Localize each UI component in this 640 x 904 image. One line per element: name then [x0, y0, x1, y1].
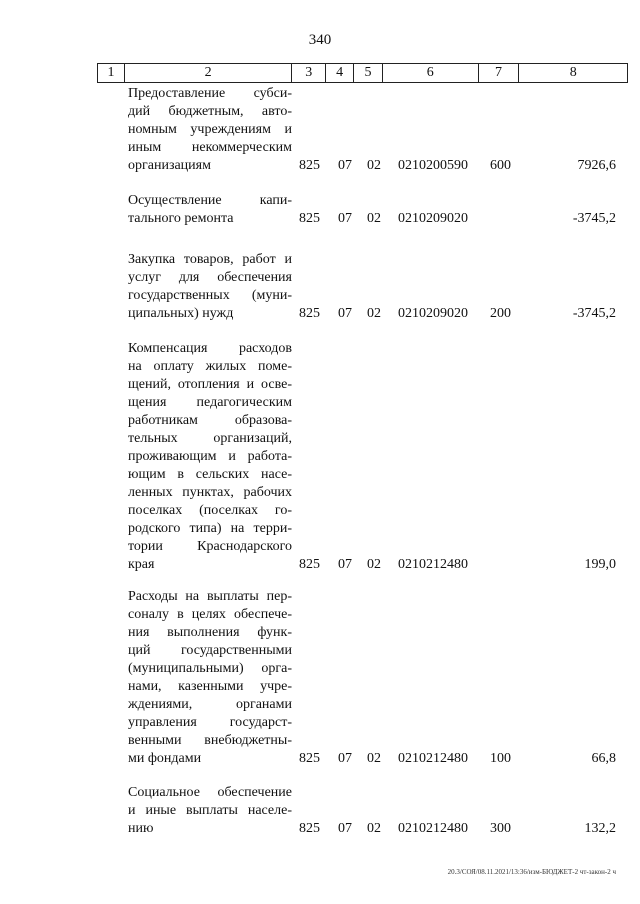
description-line: организациям	[128, 158, 211, 173]
row-description	[128, 192, 292, 228]
description-line: и иные выплаты населе-	[128, 803, 292, 818]
subsection-code: 02	[367, 751, 381, 766]
subsection-code: 02	[367, 557, 381, 572]
description-line: щений, отопления и осве-	[128, 377, 292, 392]
amount-value: 199,0	[584, 557, 616, 572]
amount-value: 66,8	[591, 751, 616, 766]
description-line: тории Краснодарского	[128, 539, 292, 554]
description-line: поселках (поселках го-	[128, 503, 292, 518]
header-col-5: 5	[354, 64, 383, 82]
target-item-code: 0210209020	[398, 211, 468, 226]
description-line: края	[128, 557, 155, 572]
description-line: родского типа) на терри-	[128, 521, 292, 536]
description-line: государственных (муни-	[128, 288, 292, 303]
description-line: ми фондами	[128, 751, 202, 766]
row-description	[128, 251, 292, 323]
description-line: услуг для обеспечения	[128, 270, 292, 285]
amount-value: 7926,6	[577, 158, 616, 173]
target-item-code: 0210212480	[398, 821, 468, 836]
description-line: дий бюджетным, авто-	[128, 104, 292, 119]
description-line: ждениями, органами	[128, 697, 292, 712]
expense-type-code: 600	[490, 158, 511, 173]
header-col-3: 3	[292, 64, 326, 82]
section-code: 07	[338, 557, 352, 572]
description-line: тального ремонта	[128, 211, 234, 226]
section-code: 07	[338, 821, 352, 836]
description-line: проживающим и работа-	[128, 449, 292, 464]
description-line: тельных организаций,	[128, 431, 292, 446]
description-line: ципальных) нужд	[128, 306, 234, 321]
description-line: ций государственными	[128, 643, 292, 658]
description-line: номным учреждениям и	[128, 122, 292, 137]
description-line: Компенсация расходов	[128, 341, 292, 356]
expense-type-code: 200	[490, 306, 511, 321]
admin-code: 825	[299, 158, 320, 173]
description-line: ния выполнения функ-	[128, 625, 292, 640]
subsection-code: 02	[367, 211, 381, 226]
header-col-6: 6	[383, 64, 479, 82]
admin-code: 825	[299, 211, 320, 226]
amount-value: 132,2	[584, 821, 616, 836]
subsection-code: 02	[367, 821, 381, 836]
expense-type-code: 100	[490, 751, 511, 766]
header-col-1: 1	[98, 64, 125, 82]
target-item-code: 0210209020	[398, 306, 468, 321]
section-code: 07	[338, 158, 352, 173]
description-line: ленных пунктах, рабочих	[128, 485, 292, 500]
description-line: (муниципальными) орга-	[128, 661, 292, 676]
description-line: Предоставление субси-	[128, 86, 292, 101]
admin-code: 825	[299, 557, 320, 572]
subsection-code: 02	[367, 158, 381, 173]
subsection-code: 02	[367, 306, 381, 321]
description-line: ющим в сельских насе-	[128, 467, 292, 482]
row-description	[128, 588, 292, 768]
description-line: соналу в целях обеспече-	[128, 607, 292, 622]
description-line: управления государст-	[128, 715, 292, 730]
description-line: иным некоммерческим	[128, 140, 292, 155]
expense-type-code: 300	[490, 821, 511, 836]
header-col-4: 4	[326, 64, 354, 82]
row-description	[128, 784, 292, 838]
description-line: Закупка товаров, работ и	[128, 252, 292, 267]
row-description	[128, 340, 292, 574]
amount-value: -3745,2	[572, 211, 616, 226]
description-line: Осуществление капи-	[128, 193, 292, 208]
row-description	[128, 85, 292, 175]
description-line: венными внебюджетны-	[128, 733, 292, 748]
description-line: нами, казенными учре-	[128, 679, 292, 694]
section-code: 07	[338, 211, 352, 226]
description-line: на оплату жилых поме-	[128, 359, 292, 374]
amount-value: -3745,2	[572, 306, 616, 321]
description-line: работникам образова-	[128, 413, 292, 428]
target-item-code: 0210212480	[398, 557, 468, 572]
footer-stamp: 20.3/СОЯ/08.11.2021/13:36/изм-БЮДЖЕТ-2 чт-закон-2 ч	[447, 868, 616, 876]
admin-code: 825	[299, 821, 320, 836]
section-code: 07	[338, 751, 352, 766]
header-col-2: 2	[125, 64, 292, 82]
header-col-7: 7	[479, 64, 520, 82]
description-line: Расходы на выплаты пер-	[128, 589, 292, 604]
description-line: нию	[128, 821, 154, 836]
admin-code: 825	[299, 306, 320, 321]
header-col-8: 8	[569, 65, 577, 80]
target-item-code: 0210212480	[398, 751, 468, 766]
table-header	[97, 63, 628, 83]
page-number: 340	[308, 32, 332, 48]
description-line: щения педагогическим	[128, 395, 292, 410]
section-code: 07	[338, 306, 352, 321]
description-line: Социальное обеспечение	[128, 785, 292, 800]
target-item-code: 0210200590	[398, 158, 468, 173]
admin-code: 825	[299, 751, 320, 766]
